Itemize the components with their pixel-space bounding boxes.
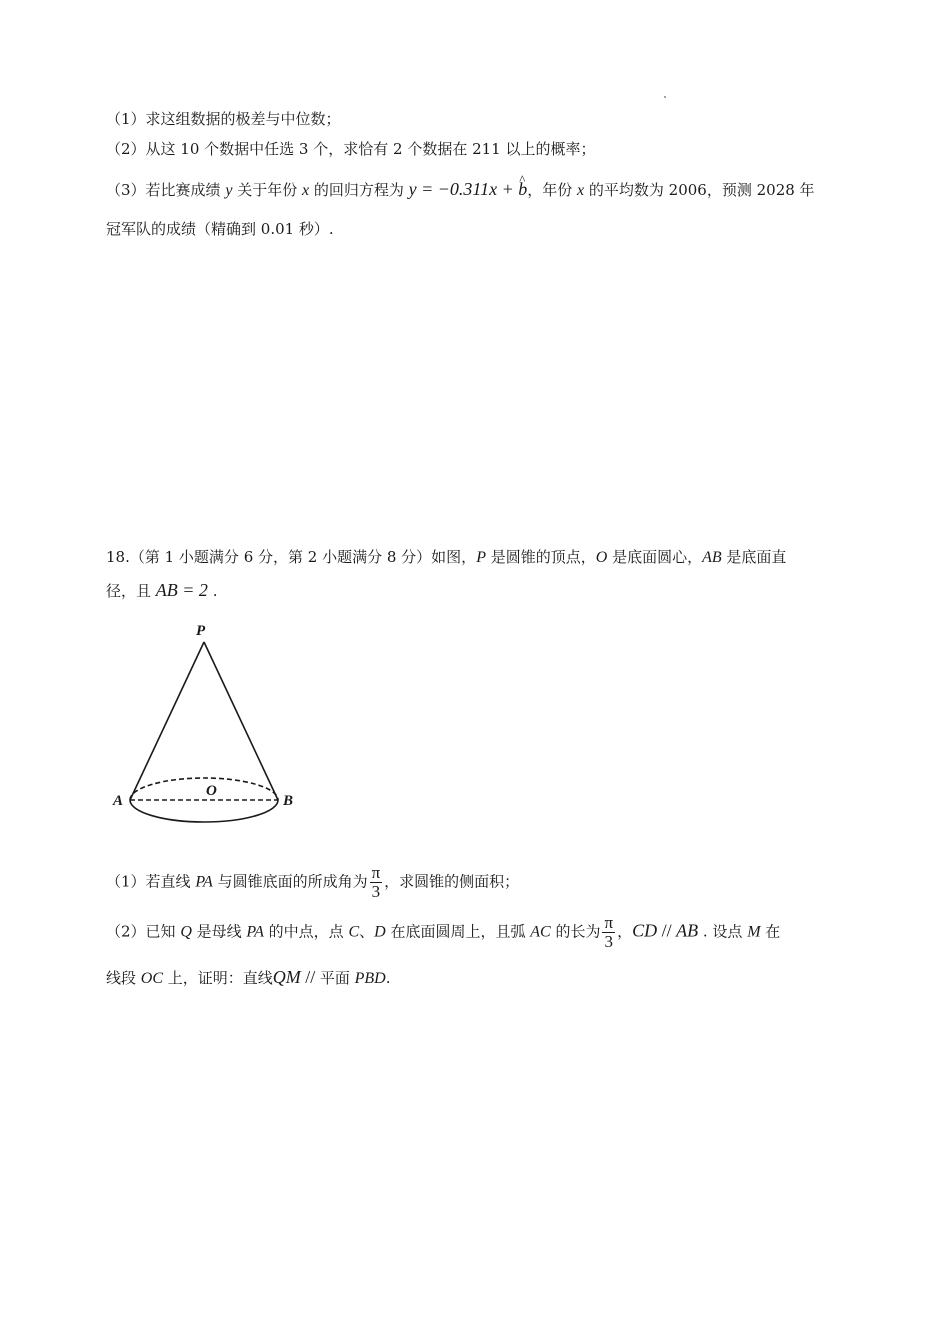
cone-base-front-arc xyxy=(130,800,278,822)
label-b: B xyxy=(283,793,294,809)
q18-stem: 18.（第 1 小题满分 6 分，第 2 小题满分 8 分）如图，P 是圆锥的顶点，O 是底面圆心，AB 是底面直 xyxy=(106,548,787,566)
label-a: A xyxy=(113,793,124,809)
cone-base-back-arc xyxy=(130,778,278,800)
q17-part3: （3）若比赛成绩 y 关于年份 x 的回归方程为 y = −0.311x + ^ b，年份 x 的平均数为 2006，预测 2028 年 xyxy=(106,178,815,202)
q18-part2: （2）已知 Q 是母线 PA 的中点，点 C、D 在底面圆周上，且弧 AC 的长为 $\frac{\pi}{3}$ ，CD // AB . 设点 M 在 xyxy=(106,913,781,951)
regression-equation: y = −0.311x + ^ b xyxy=(409,179,528,199)
fraction-pi-over-3: $\frac{\pi}{3}$ xyxy=(371,863,381,901)
q18-part1: （1）若直线 PA 与圆锥底面的所成角为 $\frac{\pi}{3}$ ，求圆锥的侧面积； xyxy=(106,863,520,901)
q18-stem-line2: 径，且 AB = 2 . xyxy=(106,580,218,600)
q17-part1: （1）求这组数据的极差与中位数； xyxy=(106,110,341,128)
cone-slant-left xyxy=(130,642,204,800)
q18-part2-line2: 线段 OC 上，证明：直线QM // 平面 PBD. xyxy=(106,967,391,987)
fraction-pi-over-3: $\frac{\pi}{3}$ xyxy=(604,913,614,951)
ab-equation: AB = 2 xyxy=(155,580,208,600)
q17-part2: （2）从这 10 个数据中任选 3 个，求恰有 2 个数据在 211 以上的概率； xyxy=(106,140,596,158)
cone-figure xyxy=(100,615,310,835)
cone-slant-right xyxy=(204,642,278,800)
label-p: P xyxy=(196,623,206,639)
scan-dot xyxy=(664,96,666,98)
label-o: O xyxy=(206,783,217,799)
q17-part3-line2: 冠军队的成绩（精确到 0.01 秒）. xyxy=(106,220,334,238)
